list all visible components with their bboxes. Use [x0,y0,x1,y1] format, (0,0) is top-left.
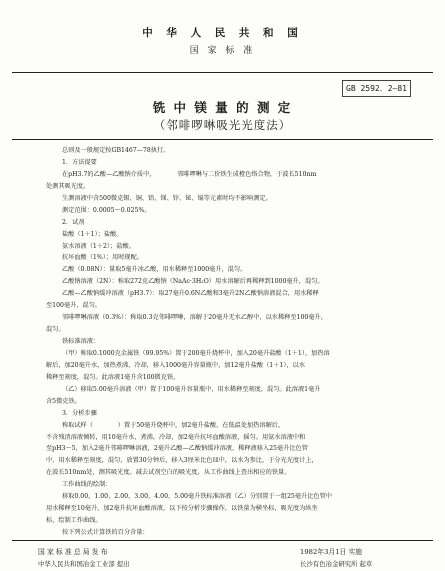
body-line: 稀释至刻度，混匀。此溶液1毫升含100微克铁。 [46,373,180,381]
body-line: 邻啡啰啉溶液（0.3%）：称取0.3克邻啡啰啉，溶解于20毫升无水乙醇中，以水稀释至100毫升， [62,314,327,322]
document-title: 铣 中 镁 量 的 测 定 [152,100,293,115]
standard-type: 国 家 标 准 [189,46,256,56]
body-line: 至100毫升，混匀。 [46,302,102,310]
body-line: 混匀。 [46,326,65,334]
header-rule-bottom [12,139,433,140]
body-line: 处测其吸光度。 [46,182,90,190]
document-subtitle: （邻啡啰啉吸光光度法） [153,118,292,132]
body-line: 含5微克铁。 [46,397,81,405]
footer-rule [12,540,433,541]
body-line: 铁标准溶液： [62,338,100,345]
body-line: 标，绘制工作曲线。 [46,517,102,525]
footer-implementation-date: 1982年3月1日 实施 [300,548,363,556]
body-line: 至pH3～5，加入2毫升邻啡啰啉溶液，2毫升乙酸—乙酸钠缓冲溶液，稀释液移入25毫升比色管 [46,445,308,453]
body-line: 测定范围：0.0005～0.025%。 [62,206,151,214]
header-rule-top [12,72,433,73]
body-line: 氨水溶液（1＋2）；盐酸。 [62,242,135,250]
footer-publisher: 国 家 标 准 总 局 发 布 [38,548,108,556]
body-line: 用水稀释至10毫升，加2毫升抗坏血酸溶液，以下按分析步骤操作，以铁量为横坐标，吸光度为纵坐 [46,505,318,513]
body-line: 解后，加20毫升水，加热煮沸，冷却，移入1000毫升容量瓶中，加12毫升盐酸（1＋1），以水 [46,361,306,369]
body-line: 按下列公式计算铁的百分含量： [62,529,149,536]
body-line: 乙酸（0.08N）：量取5毫升冰乙酸，用水稀释至1000毫升，混匀。 [62,266,247,274]
body-line: 1．方法提要 [62,158,97,166]
issuing-country: 中 华 人 民 共 和 国 [142,27,303,39]
body-line: （甲）称取0.1000克金属铁（99.95%）置于200毫升烧杯中，加入20毫升盐酸（1＋1），加热溶 [62,349,330,357]
body-line: 乙酸钠溶液（2N）：称取272克乙酸钠（NaAc·3H₂O）用水溶解后再稀释到1000毫升，混匀。 [62,278,324,286]
footer-proposer: 中华人民共和国冶金工业部 提出 [38,560,130,568]
body-line: 3．分析步骤 [62,409,97,417]
body-line: （乙）移取5.00毫升溶液（甲）置于100毫升容量瓶中，用水稀释至刻度，混匀。此溶液1毫升 [62,385,321,393]
body-line: 盐酸（1＋1）；盐酸。 [62,230,123,238]
standard-number: GB 2592．2—81 [342,80,411,97]
body-line: 称取试样（ ）置于50毫升烧杯中，加2毫升盐酸，在低温处加热溶解后， [62,421,285,429]
body-line: 在pH3.7的乙酸—乙酸钠介质中， 邻啡啰啉与二价铁生成橙色络合物，于波长510nm [62,170,317,178]
body-line: 2．试剂 [62,218,85,226]
footer-drafter: 长沙有色冶金研究所 起草 [300,560,373,568]
body-line: 总则及一般规定按GB1467—78执行。 [62,147,170,154]
body-line: 中，用水稀释至刻度，混匀，放置30分钟后，移入3厘米比色皿中，以水为参比，于分光光度计上， [46,457,318,465]
body-line: 乙酸—乙酸钠缓冲溶液（pH3.7）：取27毫升0.6N乙酸和3毫升2N乙酸钠溶液混合，用水稀释 [62,290,319,298]
body-line: 在波长510nm处，测其吸光度。减去试剂空白的吸光度，从工作曲线上查出相应的铁量。 [46,469,291,477]
body-line: 抗坏血酸（1%）；用时现配。 [62,254,143,262]
body-line: 生测溶液中含500微克锡、铜、铅、锑、锌、铋、镉等元素时均不影响测定。 [62,194,272,202]
body-line: 工作曲线的绘制： [62,481,112,489]
body-line: 移取0.00，1.00，2.00，3.00，4.00，5.00毫升铁标准溶液（乙）分别置于一组25毫升比色管中 [62,493,332,501]
body-line: 不含残渣溶液倾转，用10毫升水，煮沸，冷却，加2毫升抗坏血酸溶液，摇匀。用氨水溶液中和 [46,433,306,441]
